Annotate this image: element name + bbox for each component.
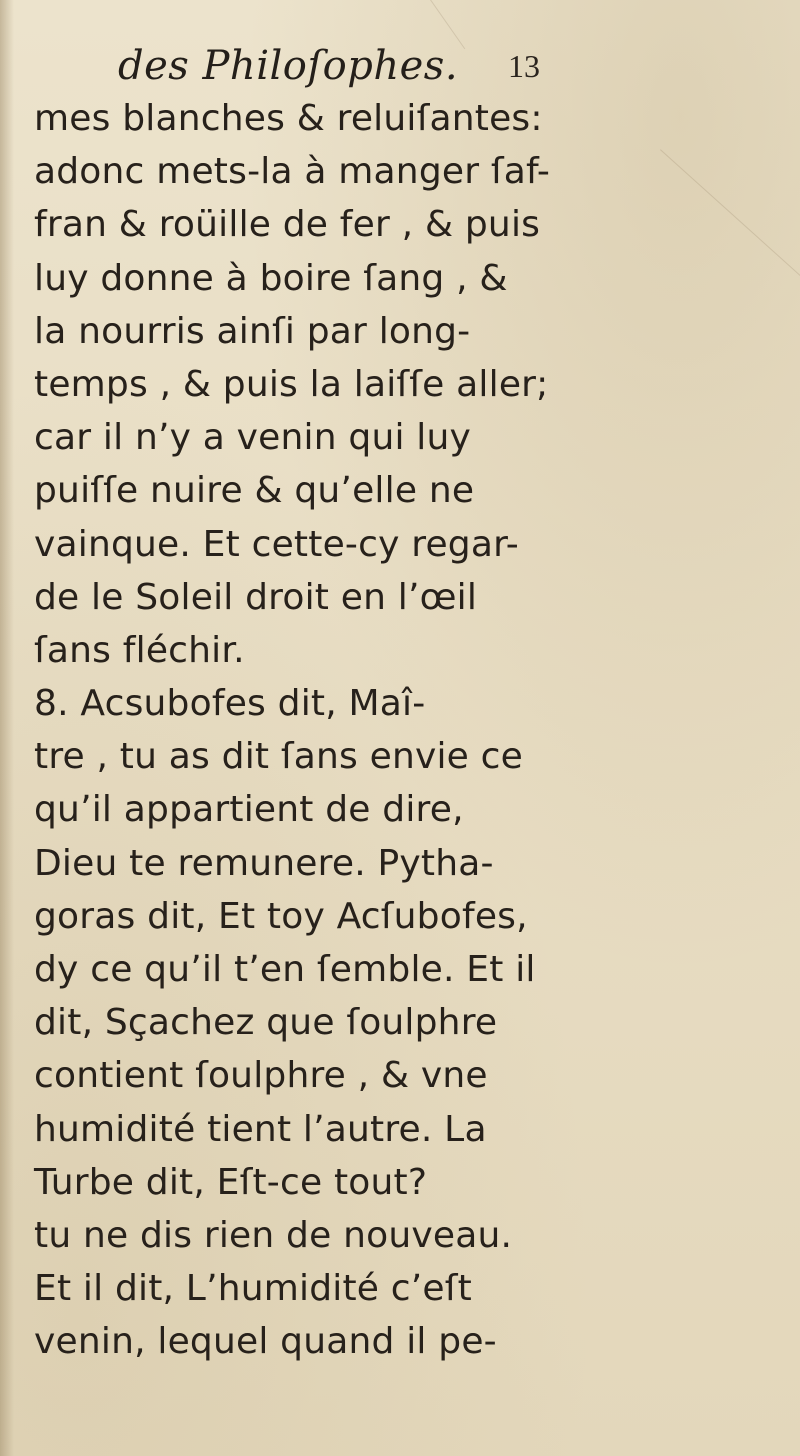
text-line: 8. Acsubofes dit, Maî-	[34, 683, 426, 725]
text-line: Dieu te remunere. Pytha-	[34, 842, 494, 884]
text-line: dit, Sçachez que ſoulphre	[34, 1002, 498, 1044]
running-title: des Philoſophes.	[118, 43, 459, 89]
page-number: 13	[508, 48, 540, 84]
body-text	[34, 92, 574, 1369]
text-line: venin, lequel quand il pe-	[34, 1321, 497, 1363]
text-line: luy donne à boire ſang , &	[34, 257, 508, 299]
text-line: vainque. Et cette-cy regar-	[34, 523, 520, 565]
text-line: fran & roüille de fer , & puis	[34, 204, 541, 246]
text-line: tu ne dis rien de nouveau.	[34, 1214, 513, 1256]
text-line: de le Soleil droit en l’œil	[34, 576, 478, 618]
page-gutter-shadow	[0, 0, 14, 1456]
text-line: adonc mets-la à manger ſaf-	[34, 151, 551, 193]
text-line: Turbe dit, Eſt-ce tout?	[34, 1161, 428, 1203]
text-line: dy ce qu’il t’en ſemble. Et il	[34, 949, 536, 990]
text-line: puiſſe nuire & qu’elle ne	[34, 470, 475, 512]
page-header	[0, 36, 800, 96]
text-line: humidité tient l’autre. La	[34, 1108, 487, 1150]
text-line: qu’il appartient de dire,	[34, 789, 464, 831]
text-line: la nourris ainſi par long-	[34, 310, 471, 352]
text-line: mes blanches & reluiſantes:	[34, 98, 543, 139]
text-line: tre , tu as dit ſans envie ce	[34, 736, 524, 778]
text-line: contient ſoulphre , & vne	[34, 1055, 488, 1097]
paper-crease	[660, 149, 800, 324]
text-line: ſans fléchir.	[34, 629, 245, 671]
text-line: goras dit, Et toy Acſubofes,	[34, 895, 528, 937]
text-line: temps , & puis la laiſſe aller;	[34, 363, 549, 405]
text-line: Et il dit, L’humidité c’eſt	[34, 1268, 472, 1310]
text-line: car il n’y a venin qui luy	[34, 417, 472, 459]
